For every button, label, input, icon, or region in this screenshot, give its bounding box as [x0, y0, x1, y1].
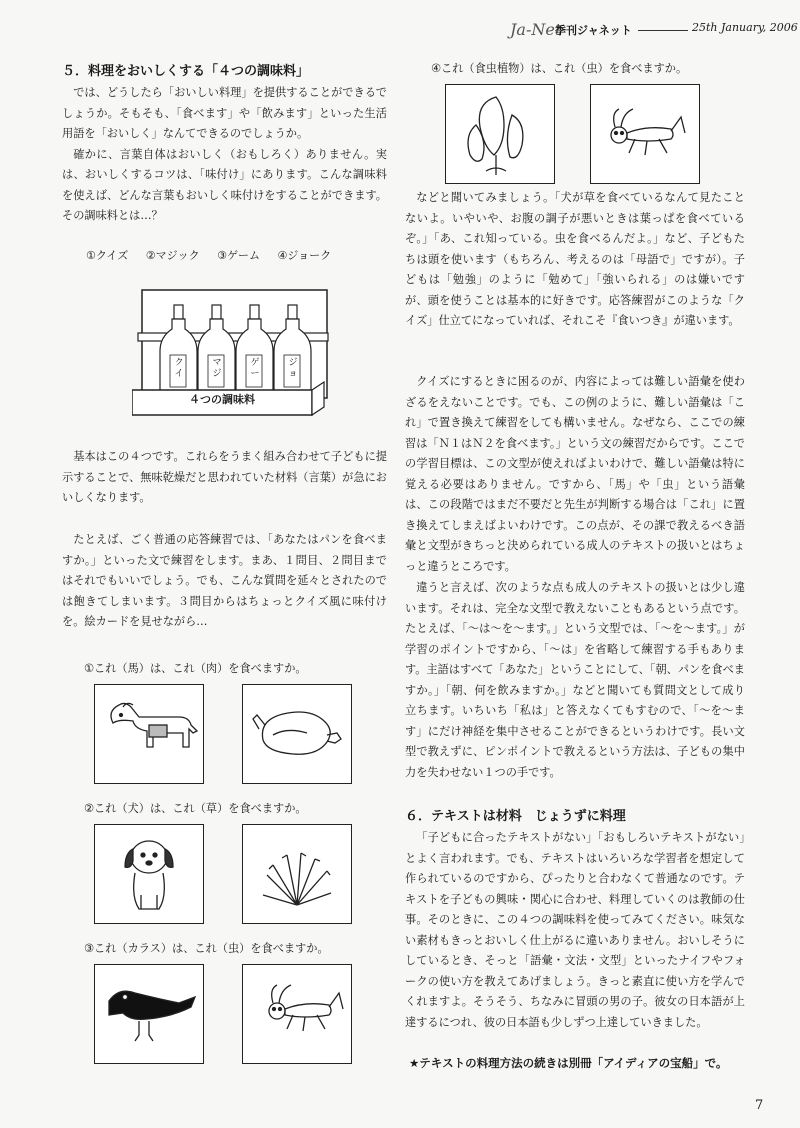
- question-2: ②これ（犬）は、これ（草）を食べますか。: [84, 802, 307, 815]
- choice-quiz: ①クイズ: [86, 249, 129, 262]
- bottle-label-magic: マジ: [212, 358, 222, 379]
- picture-card-meat: [242, 684, 352, 784]
- question-1: ①これ（馬）は、これ（肉）を食べますか。: [84, 662, 307, 675]
- page-number: 7: [755, 1098, 764, 1113]
- question-4: ④これ（食虫植物）は、これ（虫）を食べますか。: [431, 62, 688, 75]
- s5-paragraph-1: では、どうしたら「おいしい料理」を提供することができるでしょうか。そもそも、「食べます」や「飲みます」といった生活用語を「おいしく」なんてできるのでしょうか。: [62, 86, 387, 140]
- picture-card-horse: [94, 684, 204, 784]
- picture-card-insect-1: [242, 964, 352, 1064]
- picture-card-insect-2: [590, 84, 700, 184]
- page-header: [510, 20, 798, 40]
- bottle-label-game: ゲー: [250, 358, 260, 379]
- picture-card-grass: [242, 824, 352, 924]
- header-rule: [638, 30, 688, 31]
- section-5-heading: ５．料理をおいしくする「４つの調味料」: [62, 64, 310, 79]
- picture-card-pitcher-plant: [445, 84, 555, 184]
- right-paragraph-3: 違うと言えば、次のような点も成人のテキストの扱いとは少し違います。それは、完全な文型で教えないこともあるという点です。たとえば、「～は～を～ます。」という文型では、「～を～ます。」が学習のポイントですから、「～は」を省略して練習する手もあります。主語はすべて「あなた」ということにして、「朝、パンを食べますか。」「朝、何を飲みますか。」などと聞いても質問文として成り立ちます。いちいち「私は」と答えなくてもすむので、「～を～ます」にだけ神経を集中させることができるというわけです。長い文型で教えずに、ピンポイントで教えるという方法は、子どもの集中力を失わせない１つの手です。: [405, 581, 745, 779]
- s5-paragraph-4: たとえば、ごく普通の応答練習では、「あなたはパンを食べますか。」といった文で練習をします。まあ、１問目、２問目まではそれでもいいでしょう。でも、こんな質問を延々とされたのでは飽きてしまいます。３問目からはちょっとクイズ風に味付けを。絵カードを見せながら…: [62, 533, 387, 628]
- left-column: [62, 60, 387, 955]
- bottle-label-quiz: クイ: [174, 358, 184, 379]
- section-6-heading: ６．テキストは材料 じょうずに料理: [405, 809, 626, 824]
- right-paragraph-1: などと聞いてみましょう。「犬が草を食べているなんて見たことないよ。いやいや、お腹の調子が悪いときは葉っぱを食べているぞ。」「あ、これ知っている。虫を食べるんだよ。」など、子どもたちは頭を使います（もちろん、考えるのは「母語で」ですが）。子どもは「勉強」のように「勉めて」「強いられる」のは嫌いですが、頭を使うことは基本的に好きです。応答練習がこのような「クイズ」仕立てになっていれば、それこそ『食いつき』が違います。: [405, 191, 745, 327]
- choice-joke: ④ジョーク: [277, 249, 332, 262]
- picture-card-crow: [94, 964, 204, 1064]
- choice-game: ③ゲーム: [217, 249, 260, 262]
- picture-card-dog: [94, 824, 204, 924]
- s5-paragraph-2: 確かに、言葉自体はおいしく（おもしろく）ありません。実は、おいしくするコツは、「味付け」にあります。こんな調味料を使えば、どんな言葉もおいしく味付けをすることができます。その調味料とは…？: [62, 147, 387, 222]
- s5-paragraph-3: 基本はこの４つです。これらをうまく組み合わせて子どもに提示することで、無味乾燥だと思われていた材料（言葉）が急においしくなります。: [62, 450, 387, 504]
- shelf-label: ４つの調味料: [189, 393, 255, 406]
- ja-net-logo: Ja-Net: [510, 20, 562, 39]
- bottle-label-joke: ジョ: [288, 358, 298, 379]
- magazine-title: 季刊ジャネット: [555, 24, 632, 37]
- right-paragraph-2: クイズにするときに困るのが、内容によっては難しい語彙を使わざるをえないことです。でも、この例のように、難しい語彙は「これ」で置き換えて練習をしても構いません。なぜなら、ここでの練習は「Ｎ１はＮ２を食べます。」という文の練習だからです。ここでの学習目標は、この文型が使えればよいわけで、難しい語彙は特に覚える必要はありません。ですから、「馬」や「虫」という語彙は、この段階ではまだ不要だと先生が判断する場合は「これ」に置き換えてしまえばよいわけです。この点が、その課で教えるべき語彙と文型がきちっと決められている成人のテキストの扱いとはちょっと違うところです。: [405, 375, 745, 573]
- choice-magic: ②マジック: [145, 249, 200, 262]
- right-column: [405, 60, 745, 1070]
- seasoning-choices: [86, 247, 386, 263]
- question-3: ③これ（カラス）は、これ（虫）を食べますか。: [84, 942, 329, 955]
- continuation-note: ★テキストの料理方法の続きは別冊「アイディアの宝船」で。: [409, 1056, 728, 1070]
- issue-date: 25th January, 2006: [692, 21, 798, 34]
- right-paragraph-4: 「子どもに合ったテキストがない」「おもしろいテキストがない」とよく言われます。でも、テキストはいろいろな学習者を想定して作られているのですから、ぴったりと合わなくて普通なのです。テキストを子どもの興味・関心に合わせ、料理していくのは教師の仕事。そのときに、この４つの調味料を使ってみてください。味気ない素材もきっとおいしく仕上がるに違いありません。おいしそうにしているとき、そっと「語彙・文法・文型」といったナイフやフォークの使い方を教えてあげましょう。きっと素直に使い方を学んでくれますよ。そうそう、ちなみに冒頭の男の子。彼女の日本語が上達するにつれ、彼の日本語も少しずつ上達していきました。: [405, 831, 745, 1029]
